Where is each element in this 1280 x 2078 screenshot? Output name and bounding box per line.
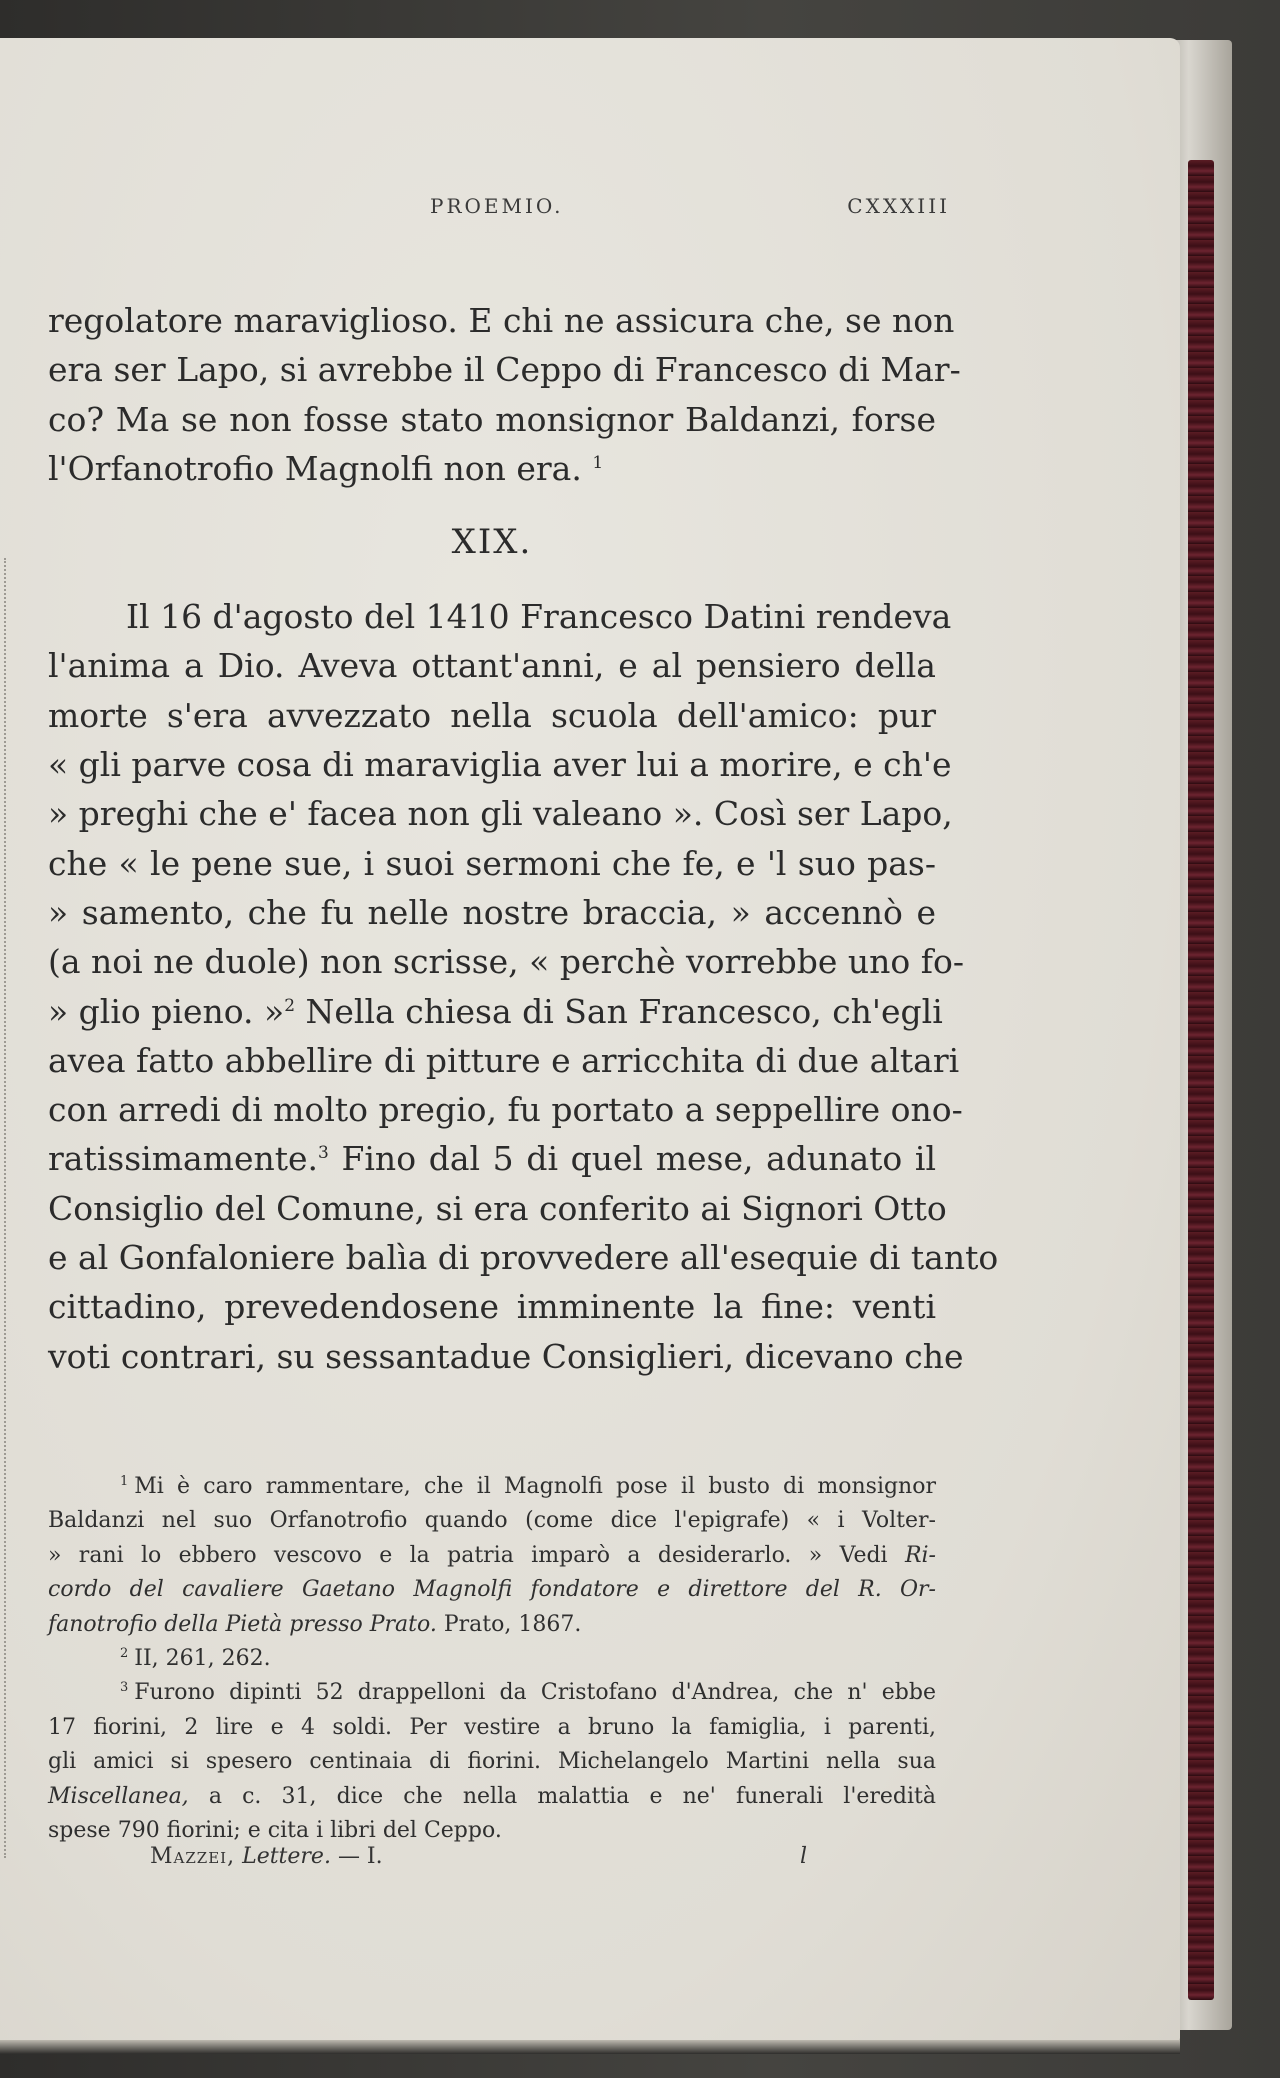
page-number: CXXXIII — [847, 194, 950, 218]
text-fragment: ratissimamente. — [48, 1139, 319, 1179]
footnotes — [48, 1470, 936, 1848]
text-line: con arredi di molto pregio, fu portato a seppellire ono- — [48, 1090, 963, 1130]
signature-volume: — I. — [337, 1844, 383, 1869]
footnote-line — [48, 1780, 936, 1814]
signature-author: Mazzei, — [150, 1844, 236, 1869]
text-fragment: l'Orfanotrofio Magnolfi non era. — [48, 448, 582, 488]
text-line: co? Ma se non fosse stato monsignor Baldanzi, forse — [48, 399, 936, 439]
text-line: » samento, che fu nelle nostre braccia, » accennò e — [48, 892, 936, 932]
text-line: (a noi ne duole) non scrisse, « perchè vorrebbe uno fo- — [48, 942, 964, 982]
footnote-text: Prato, 1867. — [443, 1611, 582, 1637]
footnote-text: Mi è caro rammentare, che il Magnolfi pose il busto di monsignor — [134, 1474, 936, 1499]
text-fragment: Nella chiesa di San Francesco, ch'egli — [305, 991, 943, 1031]
marbled-binding — [1188, 160, 1214, 2000]
footnote-ref: 1 — [592, 452, 604, 473]
signature-line — [150, 1844, 850, 1869]
section-title: XIX. — [451, 522, 533, 563]
footnote-text: » rani lo ebbero vescovo e la patria imparò a desiderarlo. » Vedi — [48, 1542, 888, 1568]
signature-work: Lettere. — [242, 1844, 331, 1869]
footnote-text: a c. 31, dice che nella malattia e ne' funerali l'eredità — [208, 1783, 937, 1809]
text-line: morte s'era avvezzato nella scuola dell'amico: pur — [48, 695, 936, 735]
text-line: che « le pene sue, i suoi sermoni che fe, e 'l suo pas- — [48, 843, 936, 883]
footnote-line: cordo del cavaliere Gaetano Magnolfi fondatore e direttore del R. Or- — [48, 1577, 936, 1603]
text-fragment: » glio pieno. » — [48, 991, 285, 1031]
signature-sheet-mark: l — [800, 1844, 808, 1869]
footnote-text-italic: fanotrofio della Pietà presso Prato. — [48, 1611, 437, 1637]
footnote-line: 17 fiorini, 2 lire e 4 soldi. Per vestire a bruno la famiglia, i parenti, — [48, 1714, 936, 1740]
footnote-line: Baldanzi nel suo Orfanotrofio quando (come dice l'epigrafe) « i Volter- — [48, 1508, 936, 1534]
main-text — [48, 296, 999, 1381]
footnote-line — [48, 1642, 936, 1676]
footnote-text: II, 261, 262. — [134, 1645, 271, 1671]
text-line — [48, 1134, 936, 1183]
text-line: era ser Lapo, si avrebbe il Ceppo di Francesco di Mar- — [48, 350, 961, 390]
text-line: l'anima a Dio. Aveva ottant'anni, e al pensiero della — [48, 646, 936, 686]
footnote-mark: 3 — [120, 1680, 129, 1696]
running-title: PROEMIO. — [430, 194, 564, 218]
text-line — [48, 444, 936, 493]
footnote-mark: 1 — [120, 1473, 129, 1489]
footnote-line — [48, 1608, 936, 1642]
book-page — [0, 38, 1180, 2048]
text-line: Il 16 d'agosto del 1410 Francesco Datini rendeva — [126, 597, 952, 637]
footnote-ref: 3 — [318, 1143, 329, 1164]
footnote-line: gli amici si spesero centinaia di fiorini. Michelangelo Martini nella sua — [48, 1749, 936, 1775]
text-line: Consiglio del Comune, si era conferito ai Signori Otto — [48, 1188, 947, 1228]
text-line — [48, 987, 943, 1036]
footnote-mark: 2 — [120, 1645, 129, 1661]
text-line: « gli parve cosa di maraviglia aver lui a morire, e ch'e — [48, 745, 952, 785]
footnote-text-italic: Miscellanea, — [48, 1783, 189, 1809]
text-line: cittadino, prevedendosene imminente la fine: venti — [48, 1287, 936, 1327]
text-line: e al Gonfaloniere balìa di provvedere all'esequie di tanto — [48, 1238, 999, 1278]
margin-bleed-marks — [4, 558, 16, 1858]
text-line: » preghi che e' facea non gli valeano ». Così ser Lapo, — [48, 794, 953, 834]
text-fragment: Fino dal 5 di quel mese, adunato il — [341, 1139, 936, 1179]
text-line: voti contrari, su sessantadue Consiglieri, dicevano che — [48, 1336, 964, 1376]
footnote-line — [48, 1676, 936, 1710]
footnote-line — [48, 1539, 936, 1573]
footnote-text: Furono dipinti 52 drappelloni da Cristofano d'Andrea, che n' ebbe — [134, 1680, 936, 1706]
footnote-ref: 2 — [284, 995, 296, 1016]
footnote-line: spese 790 fiorini; e cita i libri del Ceppo. — [48, 1817, 502, 1843]
footnote-text-italic: Ri- — [904, 1542, 936, 1568]
page-edge-shadow — [0, 2040, 1180, 2054]
text-line: regolatore maraviglioso. E chi ne assicura che, se non — [48, 301, 955, 340]
text-line: avea fatto abbellire di pitture e arricchita di due altari — [48, 1040, 960, 1080]
footnote-line — [48, 1470, 936, 1504]
